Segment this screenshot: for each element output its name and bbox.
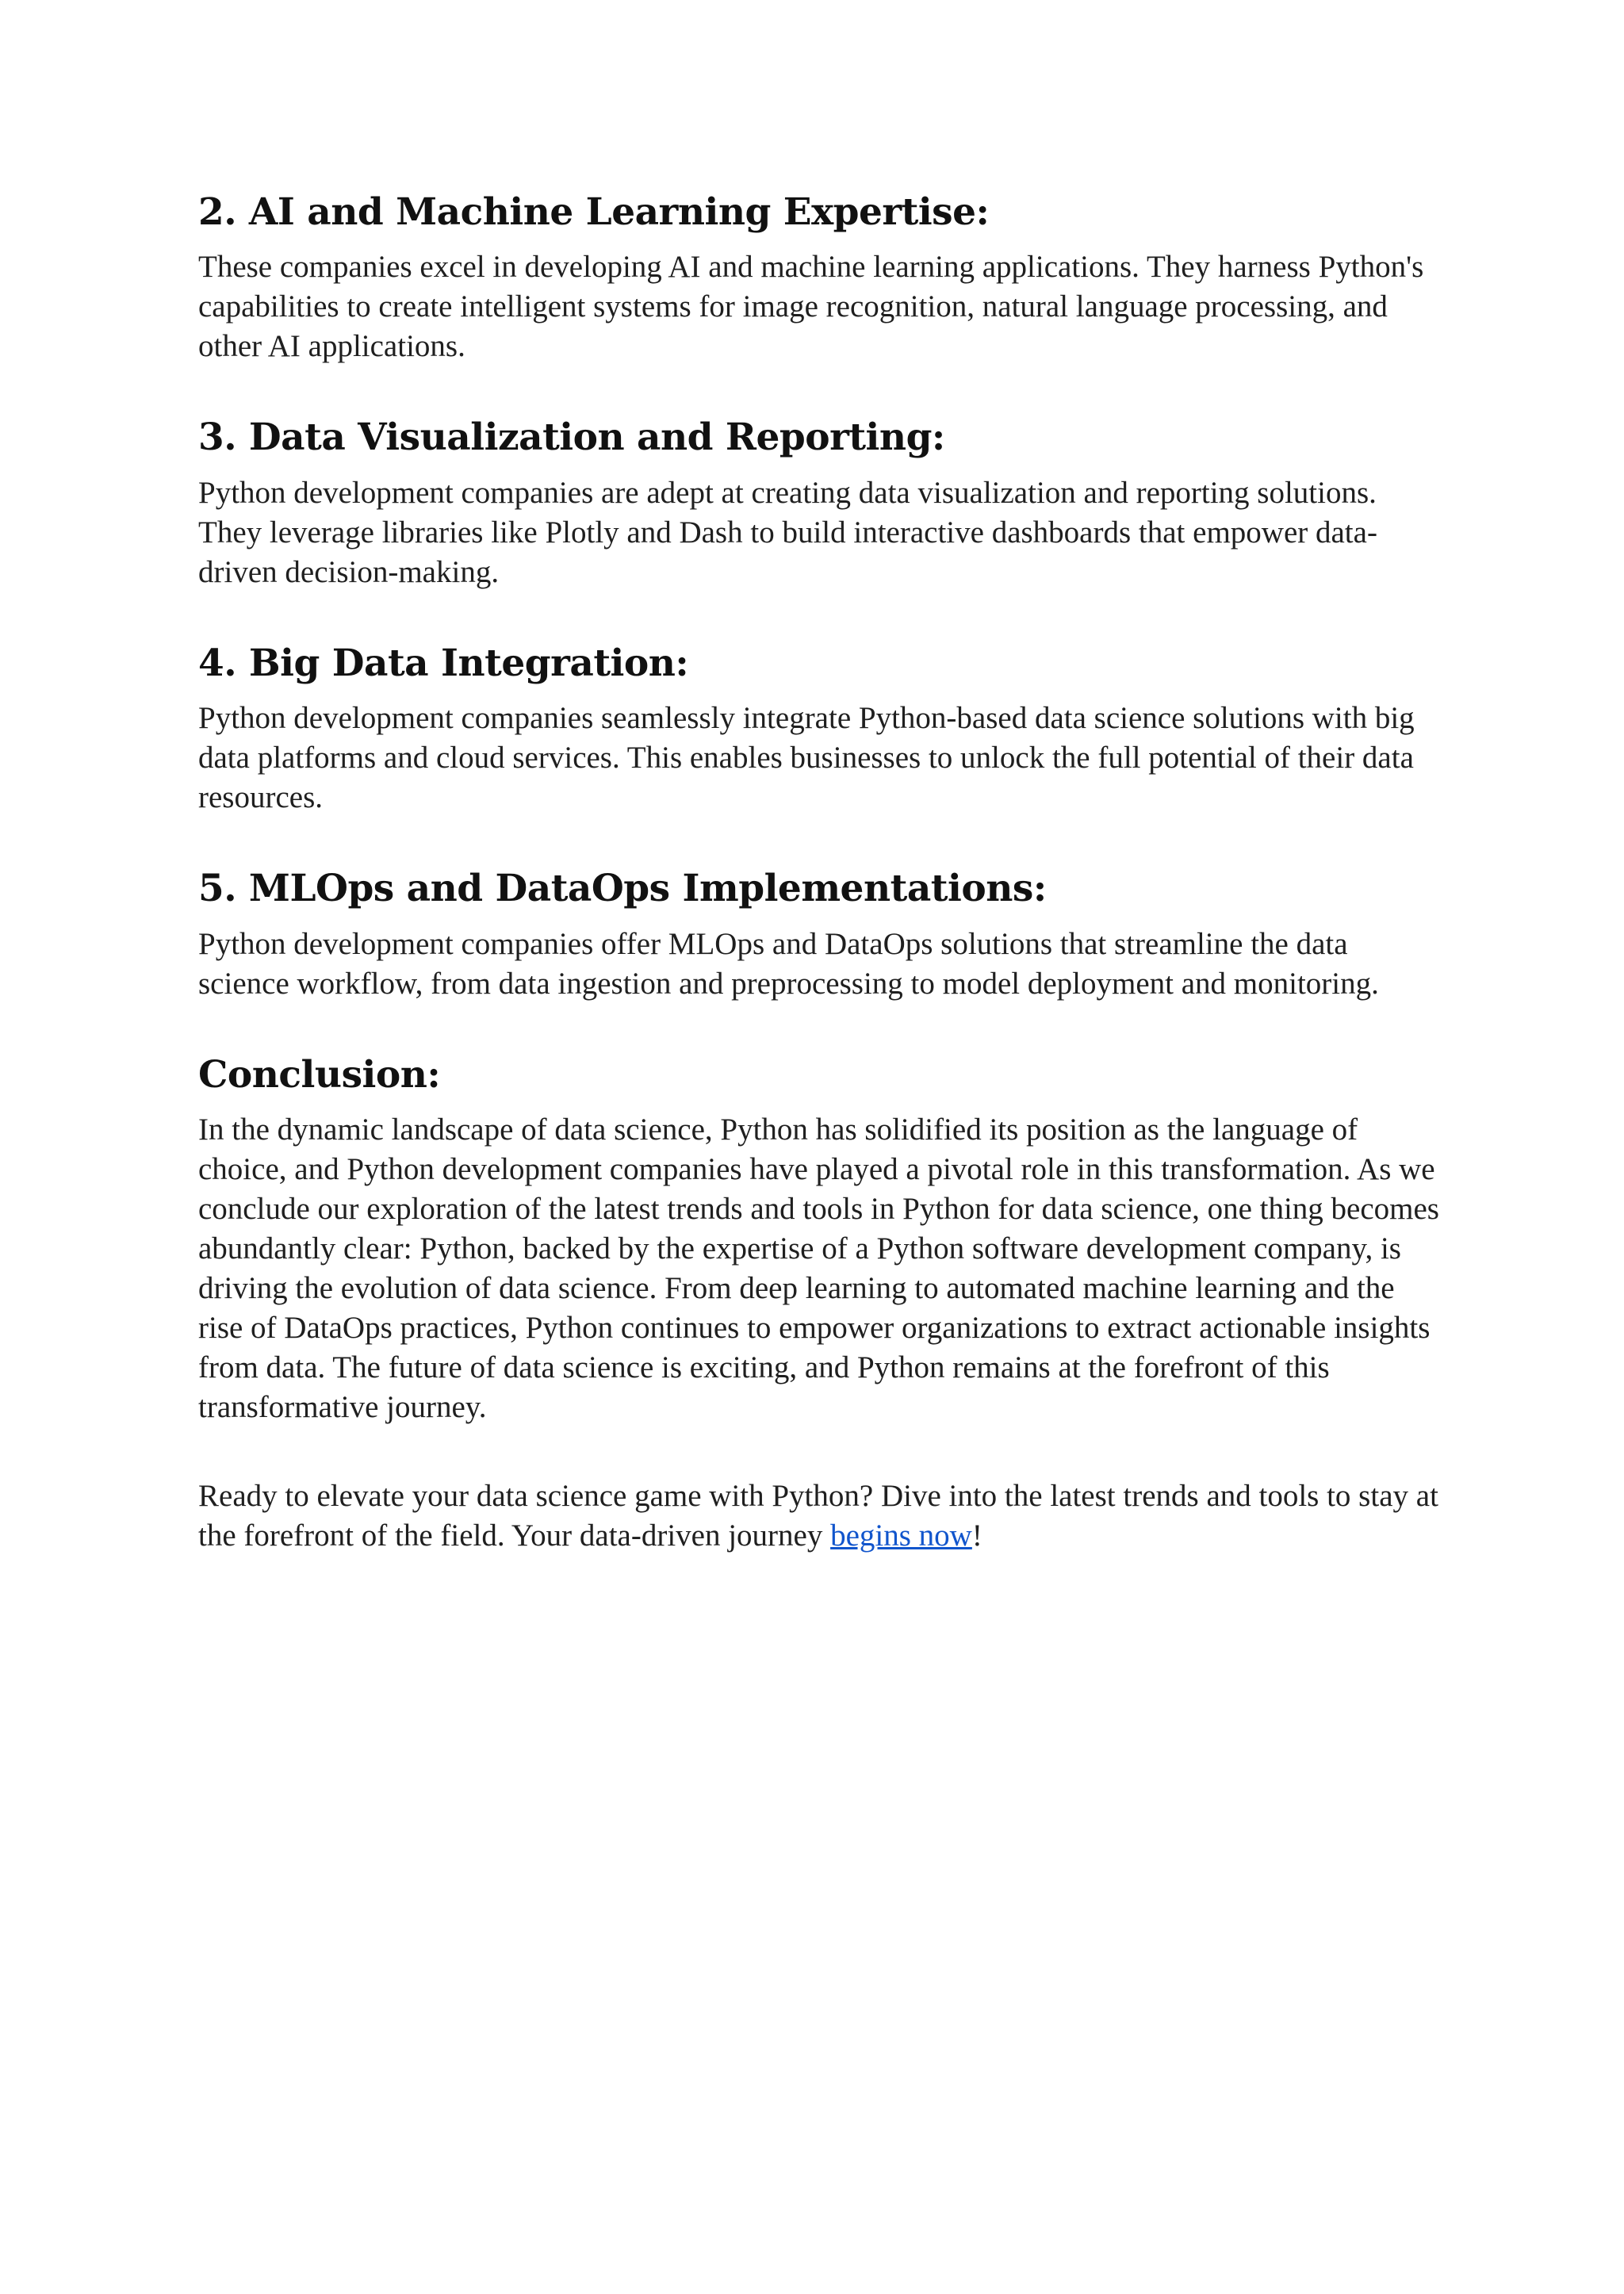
section-heading-ai-ml: 2. AI and Machine Learning Expertise: — [198, 190, 990, 234]
section-body-mlops-dataops: Python development companies offer MLOps and DataOps solutions that streamline the data science workflow, from data ingestion and preprocessing to model deployment and monitoring. — [198, 926, 1379, 1001]
closing-text: Ready to elevate your data science game with Python? Dive into the latest trends and tools to stay at the forefront of the field. Your data-driven journey — [198, 1478, 1438, 1553]
closing-paragraph — [198, 1476, 1443, 1556]
section-body-big-data: Python development companies seamlessly integrate Python-based data science solutions with big data platforms and cloud services. This enables businesses to unlock the full potential of their data resources. — [198, 701, 1415, 815]
section-heading-big-data: 4. Big Data Integration: — [198, 641, 689, 685]
section-heading-mlops-dataops: 5. MLOps and DataOps Implementations: — [198, 867, 1047, 911]
document-page — [198, 190, 1443, 1556]
begins-now-link[interactable]: begins now — [830, 1518, 972, 1553]
section-heading-data-visualization: 3. Data Visualization and Reporting: — [198, 416, 945, 460]
section-heading-conclusion: Conclusion: — [198, 1052, 441, 1097]
section-body-ai-ml: These companies excel in developing AI and machine learning applications. They harness Python's capabilities to create intelligent systems for image recognition, natural language processing, and other AI applications. — [198, 250, 1424, 364]
section-body-data-visualization: Python development companies are adept at creating data visualization and reporting solutions. They leverage libraries like Plotly and Dash to build interactive dashboards that empower data-driven decision-making. — [198, 475, 1377, 589]
section-body-conclusion: In the dynamic landscape of data science, Python has solidified its position as the language of choice, and Python development companies have played a pivotal role in this transformation. As we conclude our exploration of the latest trends and tools in Python for data science, one thing becomes abundantly clear: Python, backed by the expertise of a Python software development company, is driving the evolution of data science. From deep learning to automated machine learning and the rise of DataOps practices, Python continues to empower organizations to extract actionable insights from data. The future of data science is exciting, and Python remains at the forefront of this transformative journey. — [198, 1112, 1439, 1424]
closing-punctuation: ! — [971, 1518, 982, 1553]
